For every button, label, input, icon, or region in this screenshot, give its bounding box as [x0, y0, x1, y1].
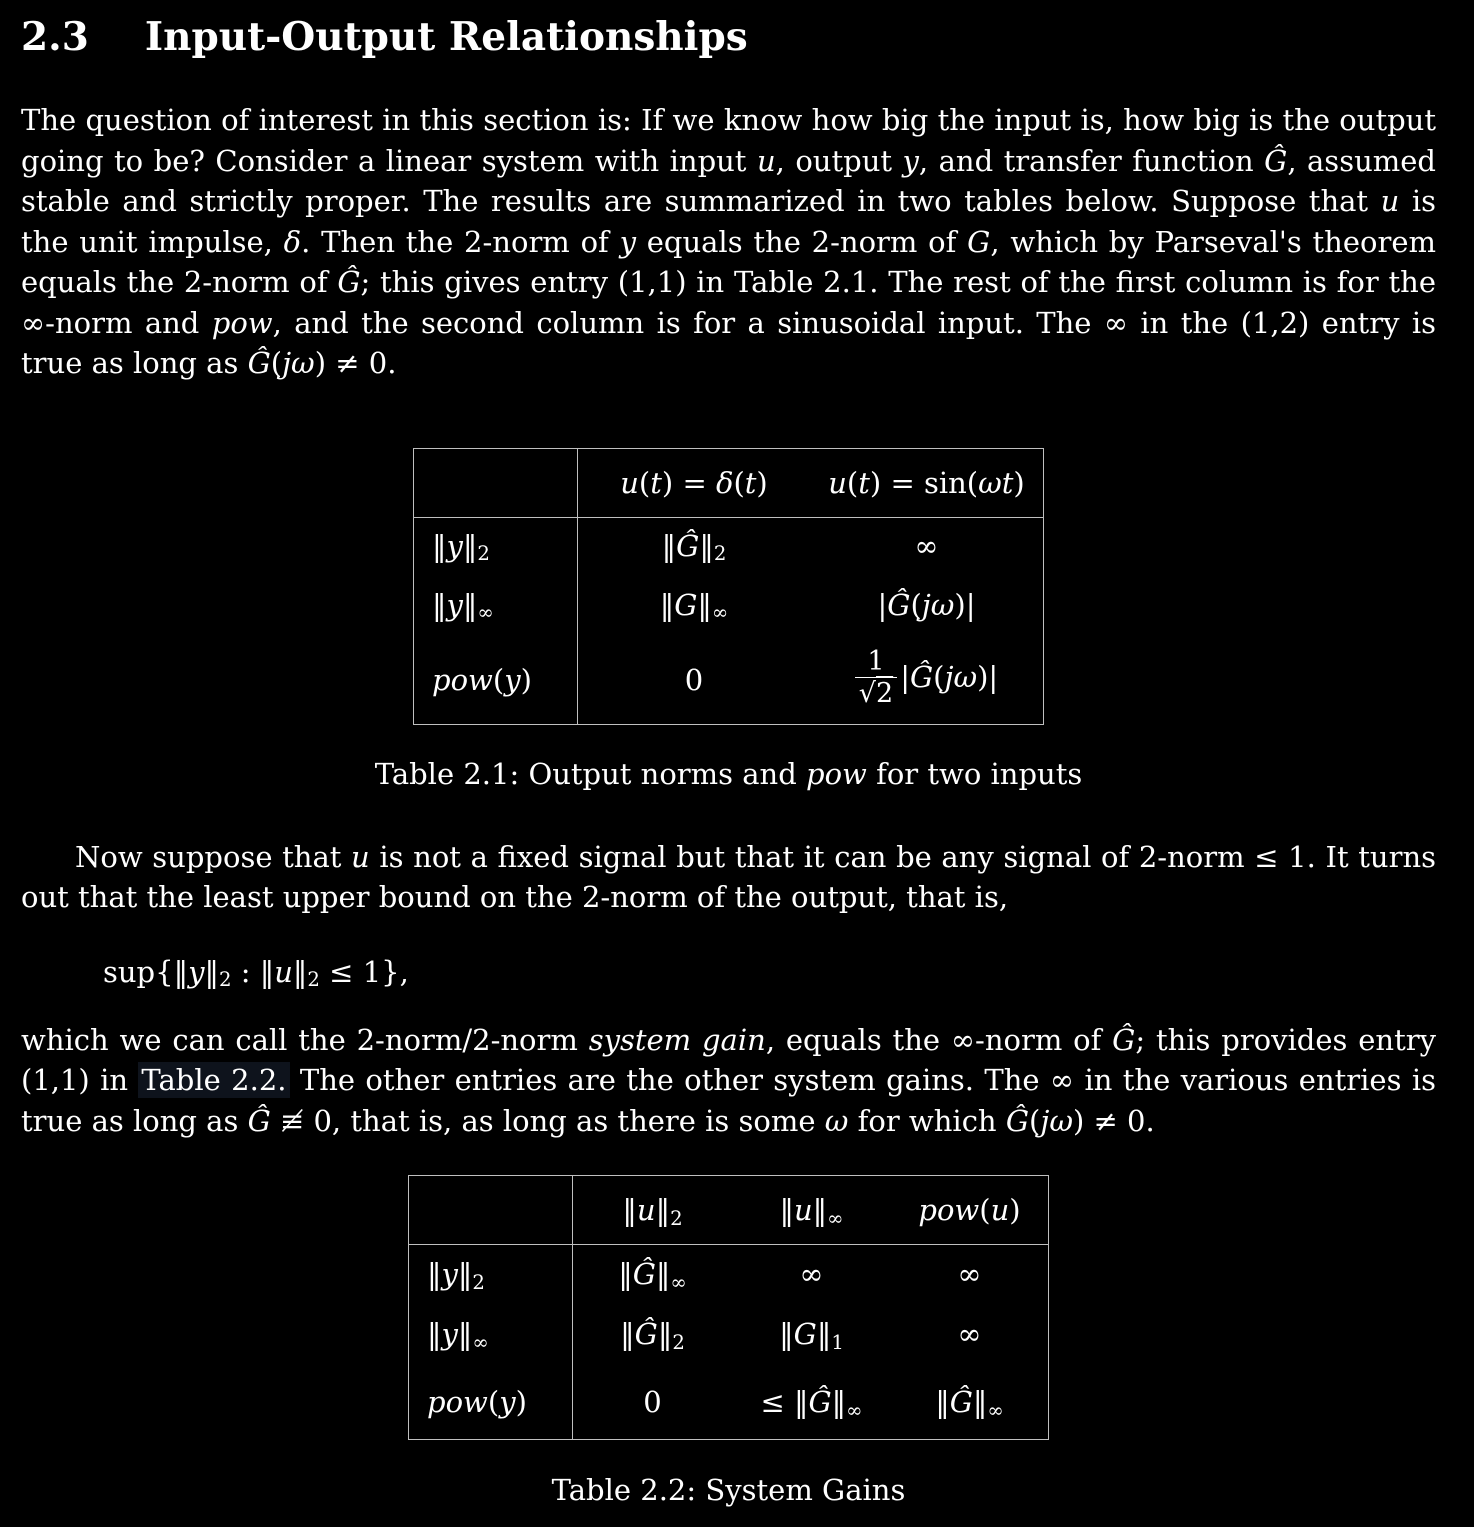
table-2-2 [408, 1175, 1049, 1440]
empty-corner-cell [409, 1176, 573, 1245]
table-2-2-link[interactable]: Table 2.2. [138, 1062, 289, 1098]
table-row [414, 636, 1044, 725]
col-header-u-2norm: $‖u‖_2$ [573, 1176, 733, 1245]
paragraph-now-suppose: Now suppose that u is not a fixed signal but that it can be any signal of 2-norm ≤ 1. It turns out that the least upper bound on the 2-norm of the output, that is, [21, 839, 1436, 914]
table-cell: 0 [684, 662, 704, 697]
table-2-1-caption: Table 2.1: Output norms and pow for two inputs [374, 756, 1083, 791]
col-header-u-infnorm: $‖u‖_\infty$ [732, 1176, 891, 1245]
table-cell: $‖G‖_1$ [779, 1317, 844, 1354]
paragraph-system-gain: which we can call the 2-norm/2-norm system gain, equals the ∞-norm of Ĝ; this provides entry (1,1) in Table 2.2. The other entries are the other system gains. The ∞ in the various entries is true as long as Ĝ ≢ 0, that is, as long as there is some ω for which Ĝ(jω) ≠ 0. [21, 1022, 1436, 1138]
paragraph-intro: The question of interest in this section is: If we know how big the input is, how big is the output going to be? Consider a linear system with input u, output y, and transfer function Ĝ, assumed stable and strictly proper. The results are summarized in two tables below. Suppose that u is the unit impulse, δ. Then the 2-norm of y equals the 2-norm of G, which by Parseval's theorem equals the 2-norm of Ĝ; this gives entry (1,1) in Table 2.1. The rest of the first column is for the ∞-norm and pow, and the second column is for a sinusoidal input. The ∞ in the (1,2) entry is true as long as Ĝ(jω) ≠ 0. [21, 103, 1436, 380]
one-over-sqrt2-fraction: $\frac{1}{√2}$ [855, 647, 897, 707]
table-cell: ∞ [957, 1317, 982, 1351]
row-label: $‖y‖_2$ [409, 1245, 573, 1304]
row-label: $‖y‖_\infty$ [409, 1303, 573, 1365]
table-row [409, 1245, 1049, 1304]
table-cell: 0 [643, 1385, 662, 1419]
table-cell: $‖Ĝ‖_\infty$ [935, 1385, 1004, 1422]
col-header-impulse-input: u(t) = δ(t) [578, 448, 811, 517]
table-cell: $‖Ĝ‖_2$ [620, 1317, 685, 1354]
section-heading [21, 14, 1436, 60]
table-cell: ∞ [799, 1257, 824, 1291]
table-row [414, 517, 1044, 574]
table-cell: ∞ [914, 528, 939, 563]
row-label: pow(y) [409, 1365, 573, 1440]
col-header-sinusoid-input: u(t) = sin(ωt) [810, 448, 1044, 517]
table-cell: $‖G‖_\infty$ [659, 587, 729, 625]
col-header-u-pow: pow(u) [891, 1176, 1049, 1245]
table-2-2-header-row [409, 1176, 1049, 1245]
table-cell: $‖Ĝ‖_2$ [661, 528, 727, 566]
row-label: $‖y‖_2$ [414, 517, 578, 574]
table-cell: $‖Ĝ‖_\infty$ [618, 1257, 687, 1294]
table-cell: $\frac{1}{√2}$ |Ĝ(jω)| [810, 636, 1044, 725]
row-label: pow(y) [414, 636, 578, 725]
table-row [409, 1303, 1049, 1365]
section-title: Input-Output Relationships [144, 14, 748, 60]
table-row [409, 1365, 1049, 1440]
empty-corner-cell [414, 448, 578, 517]
row-label: $‖y‖_\infty$ [414, 574, 578, 636]
equation-sup-norm: $sup\{‖y‖_2$ : $‖u‖_2 \le 1$}, [103, 954, 409, 992]
section-number: 2.3 [21, 14, 89, 60]
table-row [414, 574, 1044, 636]
table-cell: |Ĝ(jω)| [877, 587, 976, 622]
table-2-1 [413, 448, 1044, 725]
table-cell: ∞ [957, 1257, 982, 1291]
table-2-1-header-row [414, 448, 1044, 517]
table-2-2-caption: Table 2.2: System Gains [551, 1473, 906, 1507]
table-cell: ≤ $‖Ĝ‖_\infty$ [760, 1385, 863, 1422]
